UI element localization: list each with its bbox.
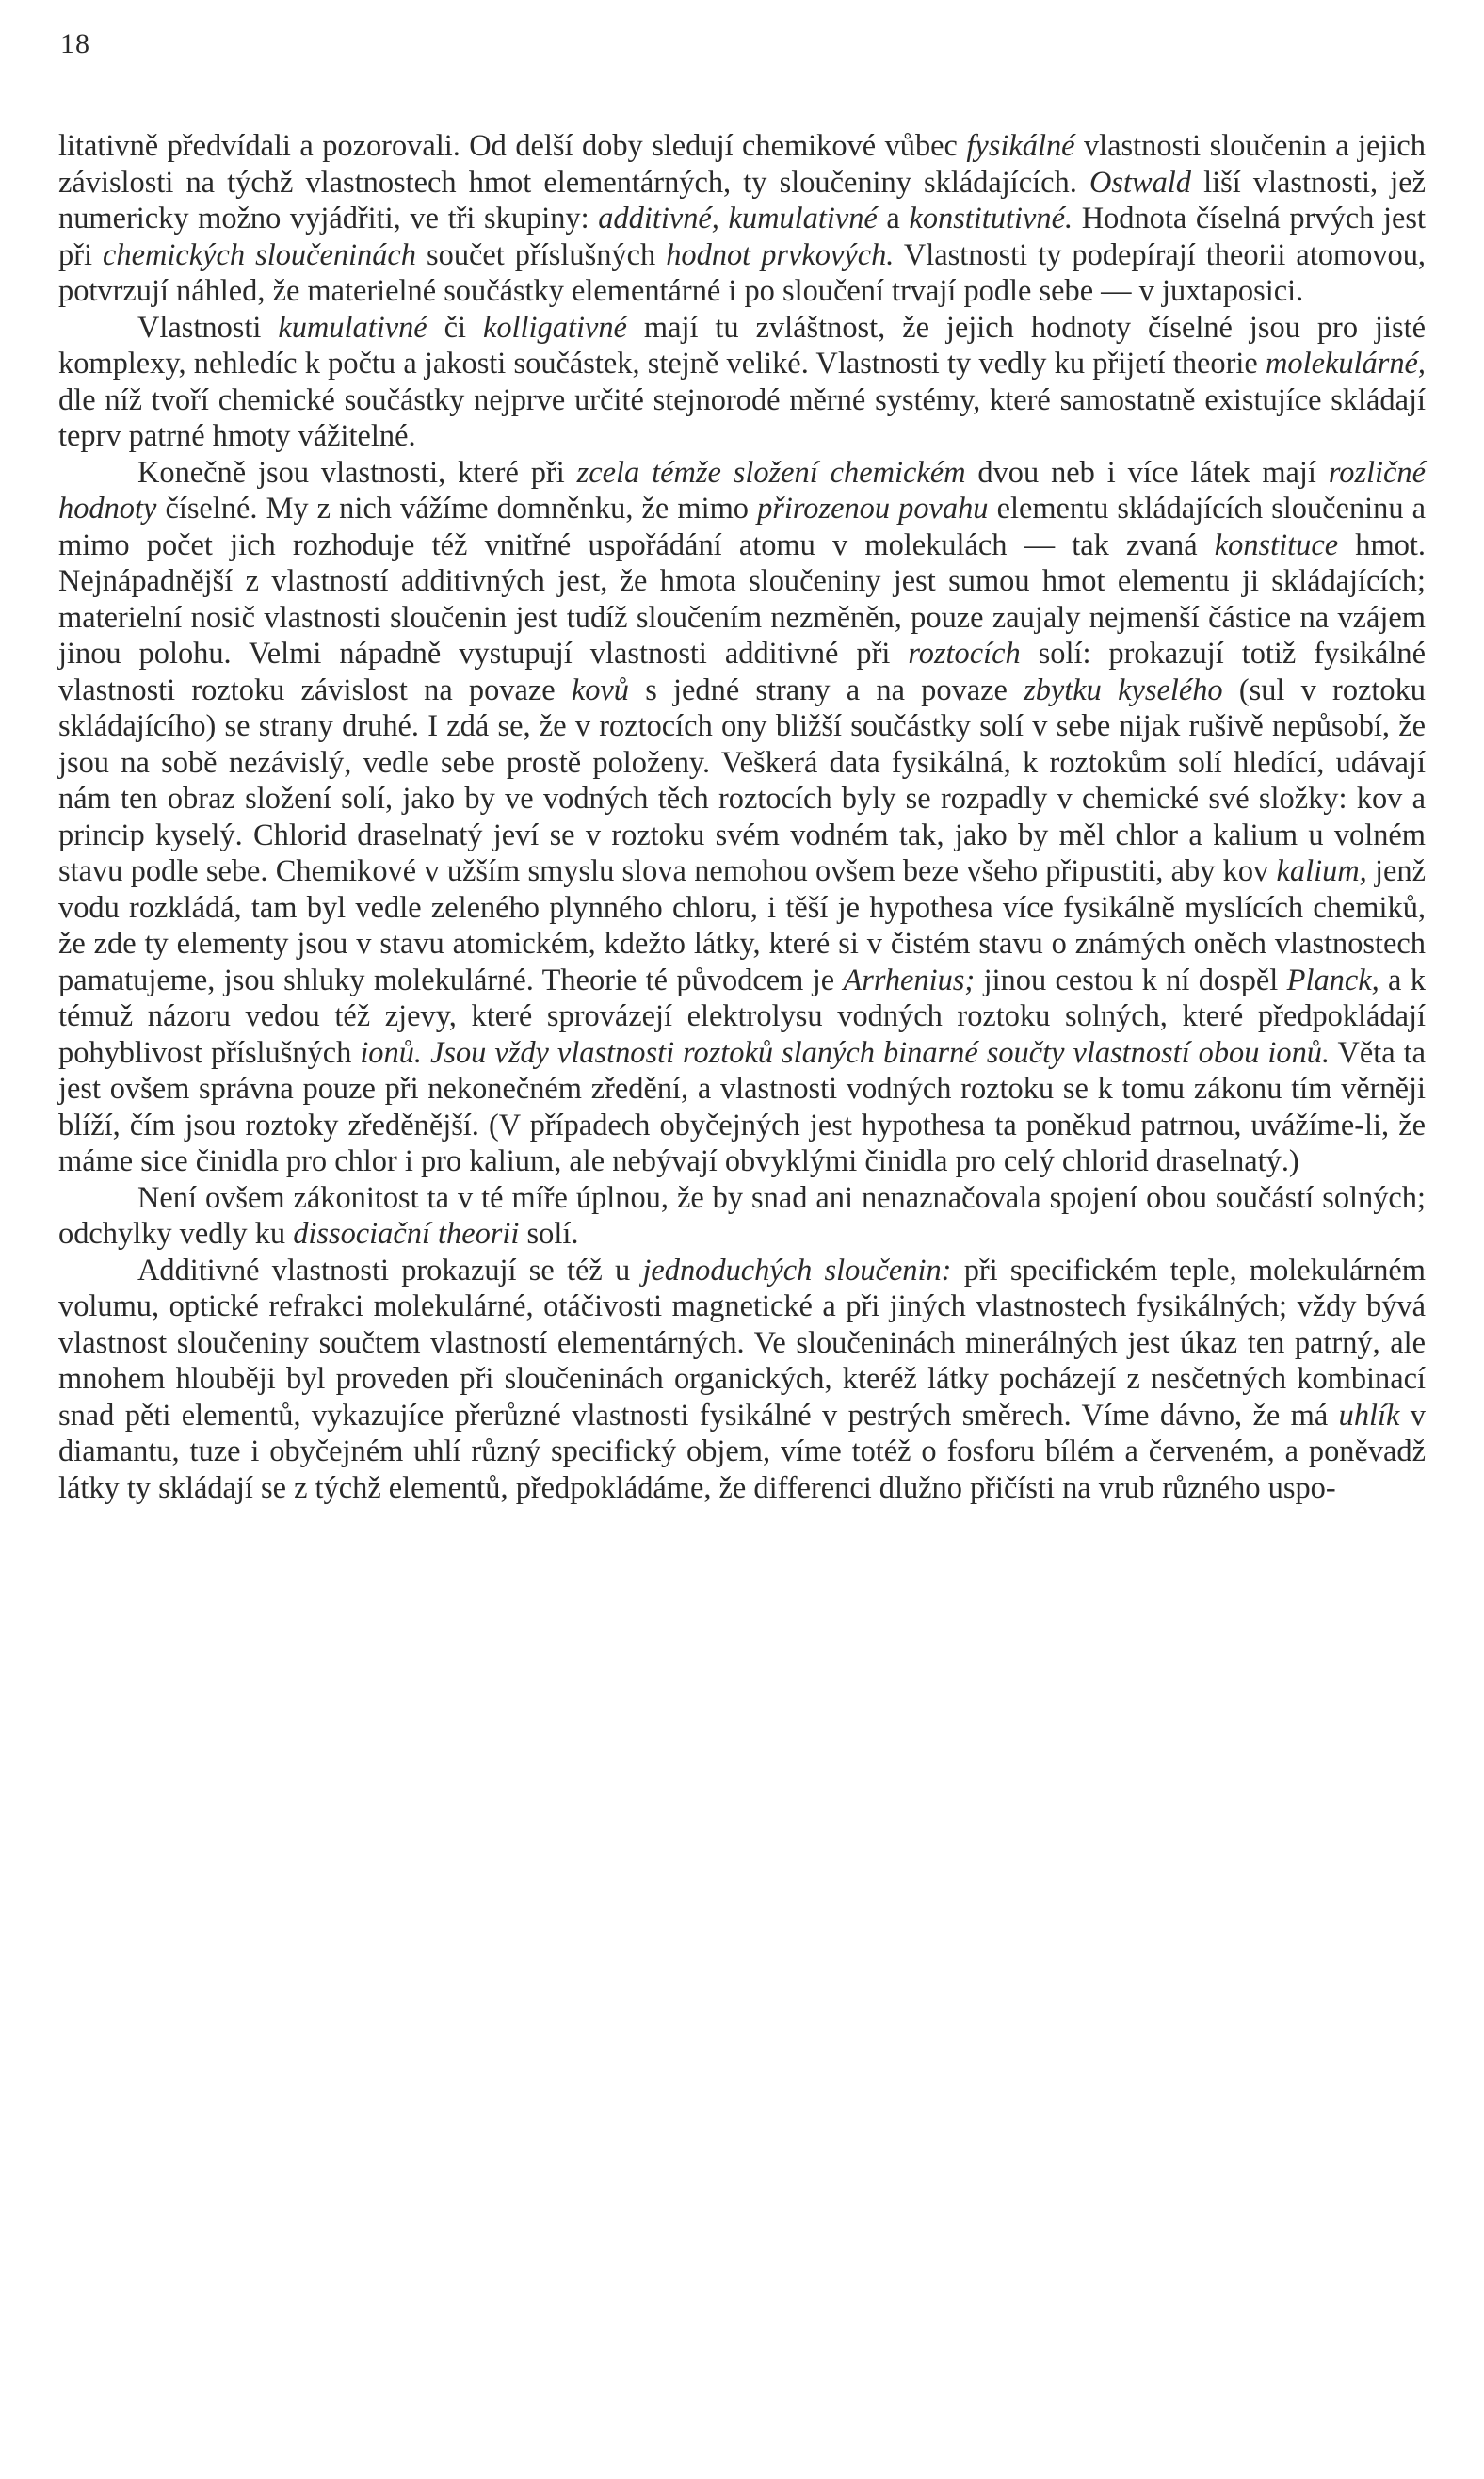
italic-text: přirozenou povahu [757, 492, 989, 526]
text-run: Věta ta jest ovšem správna pouze při nekonečném zředění, a vlastnosti vodných roztoku se k tomu zákonu tím věrněji blíží, čím jsou roztoky zředěnější. (V případech obyčejných jest hypothesa ta poněkud patrnou, uvážíme-li, že máme sice činidla pro chlor i pro kalium, ale nebývají obvyklými činidla pro celý chlorid draselnatý.) [58, 1035, 1426, 1178]
paragraph [58, 455, 1426, 1180]
italic-text: jednoduchých sloučenin: [642, 1253, 952, 1288]
text-run: liší vlastnosti, jež numericky možno vyjádřiti, ve tři skupiny: [58, 165, 1426, 235]
italic-text: Planck, [1286, 963, 1379, 997]
text-run: Není ovšem zákonitost ta v té míře úplnou, že by snad ani nenaznačovala spojení obou součástí solných; odchylky vedly ku [58, 1180, 1426, 1251]
text-run: s jedné strany a na povaze [629, 672, 1024, 707]
text-run: solí. [519, 1217, 579, 1251]
text-run: hmot. Nejnápadnější z vlastností additivných jest, že hmota sloučeniny jest sumou hmot elementu ji skládajících; materielní nosič vlastnosti sloučenin jest tudíž sloučením nezměněn, pouze zaujaly nejmenší částice na vzájem jinou polohu. Velmi nápadně vystupují vlastnosti additivné při [58, 527, 1426, 671]
text-run: při specifickém teple, molekulárném volumu, optické refrakci molekulárné, otáčivosti magnetické a při jiných vlastnostech fysikálných; vždy bývá vlastnost sloučeniny součtem vlastností elementárných. Ve sloučeninách minerálných jest úkaz ten patrný, ale mnohem hlouběji byl proveden při sloučeninách organických, kteréž látky pocházejí z nesčetných kombinací snad pěti elementů, vykazujíce přerůzné vlastnosti fysikálné v pestrých směrech. Víme dávno, že má [58, 1253, 1426, 1433]
italic-text: kovů [571, 672, 630, 707]
italic-text: kalium, [1276, 854, 1367, 888]
italic-text: chemických sloučeninách [103, 237, 416, 272]
text-run: vlastnosti sloučenin a jejich závislosti na týchž vlastnostech hmot elementárných, ty sloučeniny skládajících. [58, 129, 1426, 200]
italic-text: ionů. Jsou vždy vlastnosti roztoků slaných binarné součty vlastností obou ionů. [360, 1035, 1331, 1070]
text-run: číselné. My z nich vážíme domněnku, že mimo [156, 492, 758, 526]
italic-text: molekulárné, [1265, 347, 1426, 381]
italic-text: Arrhenius; [843, 963, 976, 997]
text-run: jenž vodu rozkládá, tam byl vedle zeleného plynného chloru, i těší je hypothesa více fysikálně myslících chemiků, že zde ty elementy jsou v stavu atomickém, kdežto látky, které si v čistém stavu o známých oněch vlastnostech pamatujeme, jsou shluky molekulárné. Theorie té původcem je [58, 854, 1426, 997]
text-run: Hodnota číselná prvých jest při [58, 202, 1426, 272]
text-run: či [427, 310, 483, 345]
paragraph [58, 1253, 1426, 1507]
text-run: litativně předvídali a pozorovali. Od delší doby sledují chemikové vůbec [58, 129, 967, 163]
text-run: a [877, 202, 910, 235]
italic-text: zcela témže složení chemickém [576, 455, 966, 490]
italic-text: roztocích [908, 637, 1021, 671]
italic-text: dissociační theorii [293, 1217, 520, 1251]
italic-text: hodnot prvkových. [666, 237, 895, 272]
italic-text: uhlík [1338, 1398, 1400, 1433]
paragraph [58, 310, 1426, 455]
text-run: dvou neb i více látek mají [965, 455, 1329, 490]
text-run: a k témuž názoru vedou též zjevy, které sprovázejí elektrolysu vodných roztoku solných, které předpokládají pohyblivost příslušných [58, 963, 1426, 1070]
text-run: Vlastnosti [137, 310, 279, 345]
italic-text: Ostwald [1089, 165, 1191, 200]
paragraph [58, 1180, 1426, 1253]
text-run: jinou cestou k ní dospěl [975, 963, 1287, 997]
text-run: Konečně jsou vlastnosti, které při [137, 455, 577, 490]
italic-text: zbytku kyselého [1024, 672, 1223, 707]
page-number: 18 [60, 28, 90, 59]
paragraph [58, 128, 1426, 310]
italic-text: kumulativné [278, 310, 427, 345]
text-run: součet příslušných [416, 237, 667, 272]
text-run: Additivné vlastnosti prokazují se též u [137, 1253, 643, 1288]
body-text [58, 128, 1426, 1506]
italic-text: kolligativné [482, 310, 627, 345]
text-run: v diamantu, tuze i obyčejném uhlí různý specifický objem, víme totéž o fosforu bílém a červeném, a poněvadž látky ty skládají se z týchž elementů, předpokládáme, že differenci dlužno přičísti na vrub různého uspo- [58, 1398, 1426, 1505]
italic-text: konstituce [1214, 527, 1339, 562]
text-run: elementu skládajících sloučeninu a mimo počet jich rozhoduje též vnitřné uspořádání atomu v molekulách — tak zvaná [58, 492, 1426, 562]
text-run: Vlastnosti ty podepírají theorii atomovou, potvrzují náhled, že materielné součástky elementárné i po sloučení trvají podle sebe — v juxtaposici. [58, 237, 1427, 308]
italic-text: rozličné hodnoty [58, 455, 1426, 526]
text-run: solí: prokazují totiž fysikálné vlastnosti roztoku závislost na povaze [58, 637, 1426, 707]
italic-text: fysikálné [966, 129, 1075, 163]
text-run: dle níž tvoří chemické součástky nejprve určité stejnorodé měrné systémy, které samostatně existujíce skládají teprv patrné hmoty vážitelné. [58, 382, 1426, 453]
italic-text: konstitutivné. [909, 202, 1073, 235]
text-run: (sul v roztoku skládajícího) se strany druhé. I zdá se, že v roztocích ony bližší součástky solí v sebe nijak rušivě nepůsobí, že jsou na sobě nezávislý, vedle sebe prostě položeny. Veškerá data fysikálná, k roztokům solí hledící, udávají nám ten obraz složení solí, jako by ve vodných těch roztocích byly se rozpadly v chemické své složky: kov a princip kyselý. Chlorid draselnatý jeví se v roztoku svém vodném tak, jako by měl chlor a kalium u volném stavu podle sebe. Chemikové v užším smyslu slova nemohou ovšem beze všeho připustiti, aby kov [58, 672, 1426, 888]
italic-text: additivné, kumulativné [598, 202, 878, 235]
text-run: mají tu zvláštnost, že jejich hodnoty číselné jsou pro jisté komplexy, nehledíc k počtu a jakosti součástek, stejně veliké. Vlastnosti ty vedly ku přijetí theorie [58, 310, 1426, 381]
